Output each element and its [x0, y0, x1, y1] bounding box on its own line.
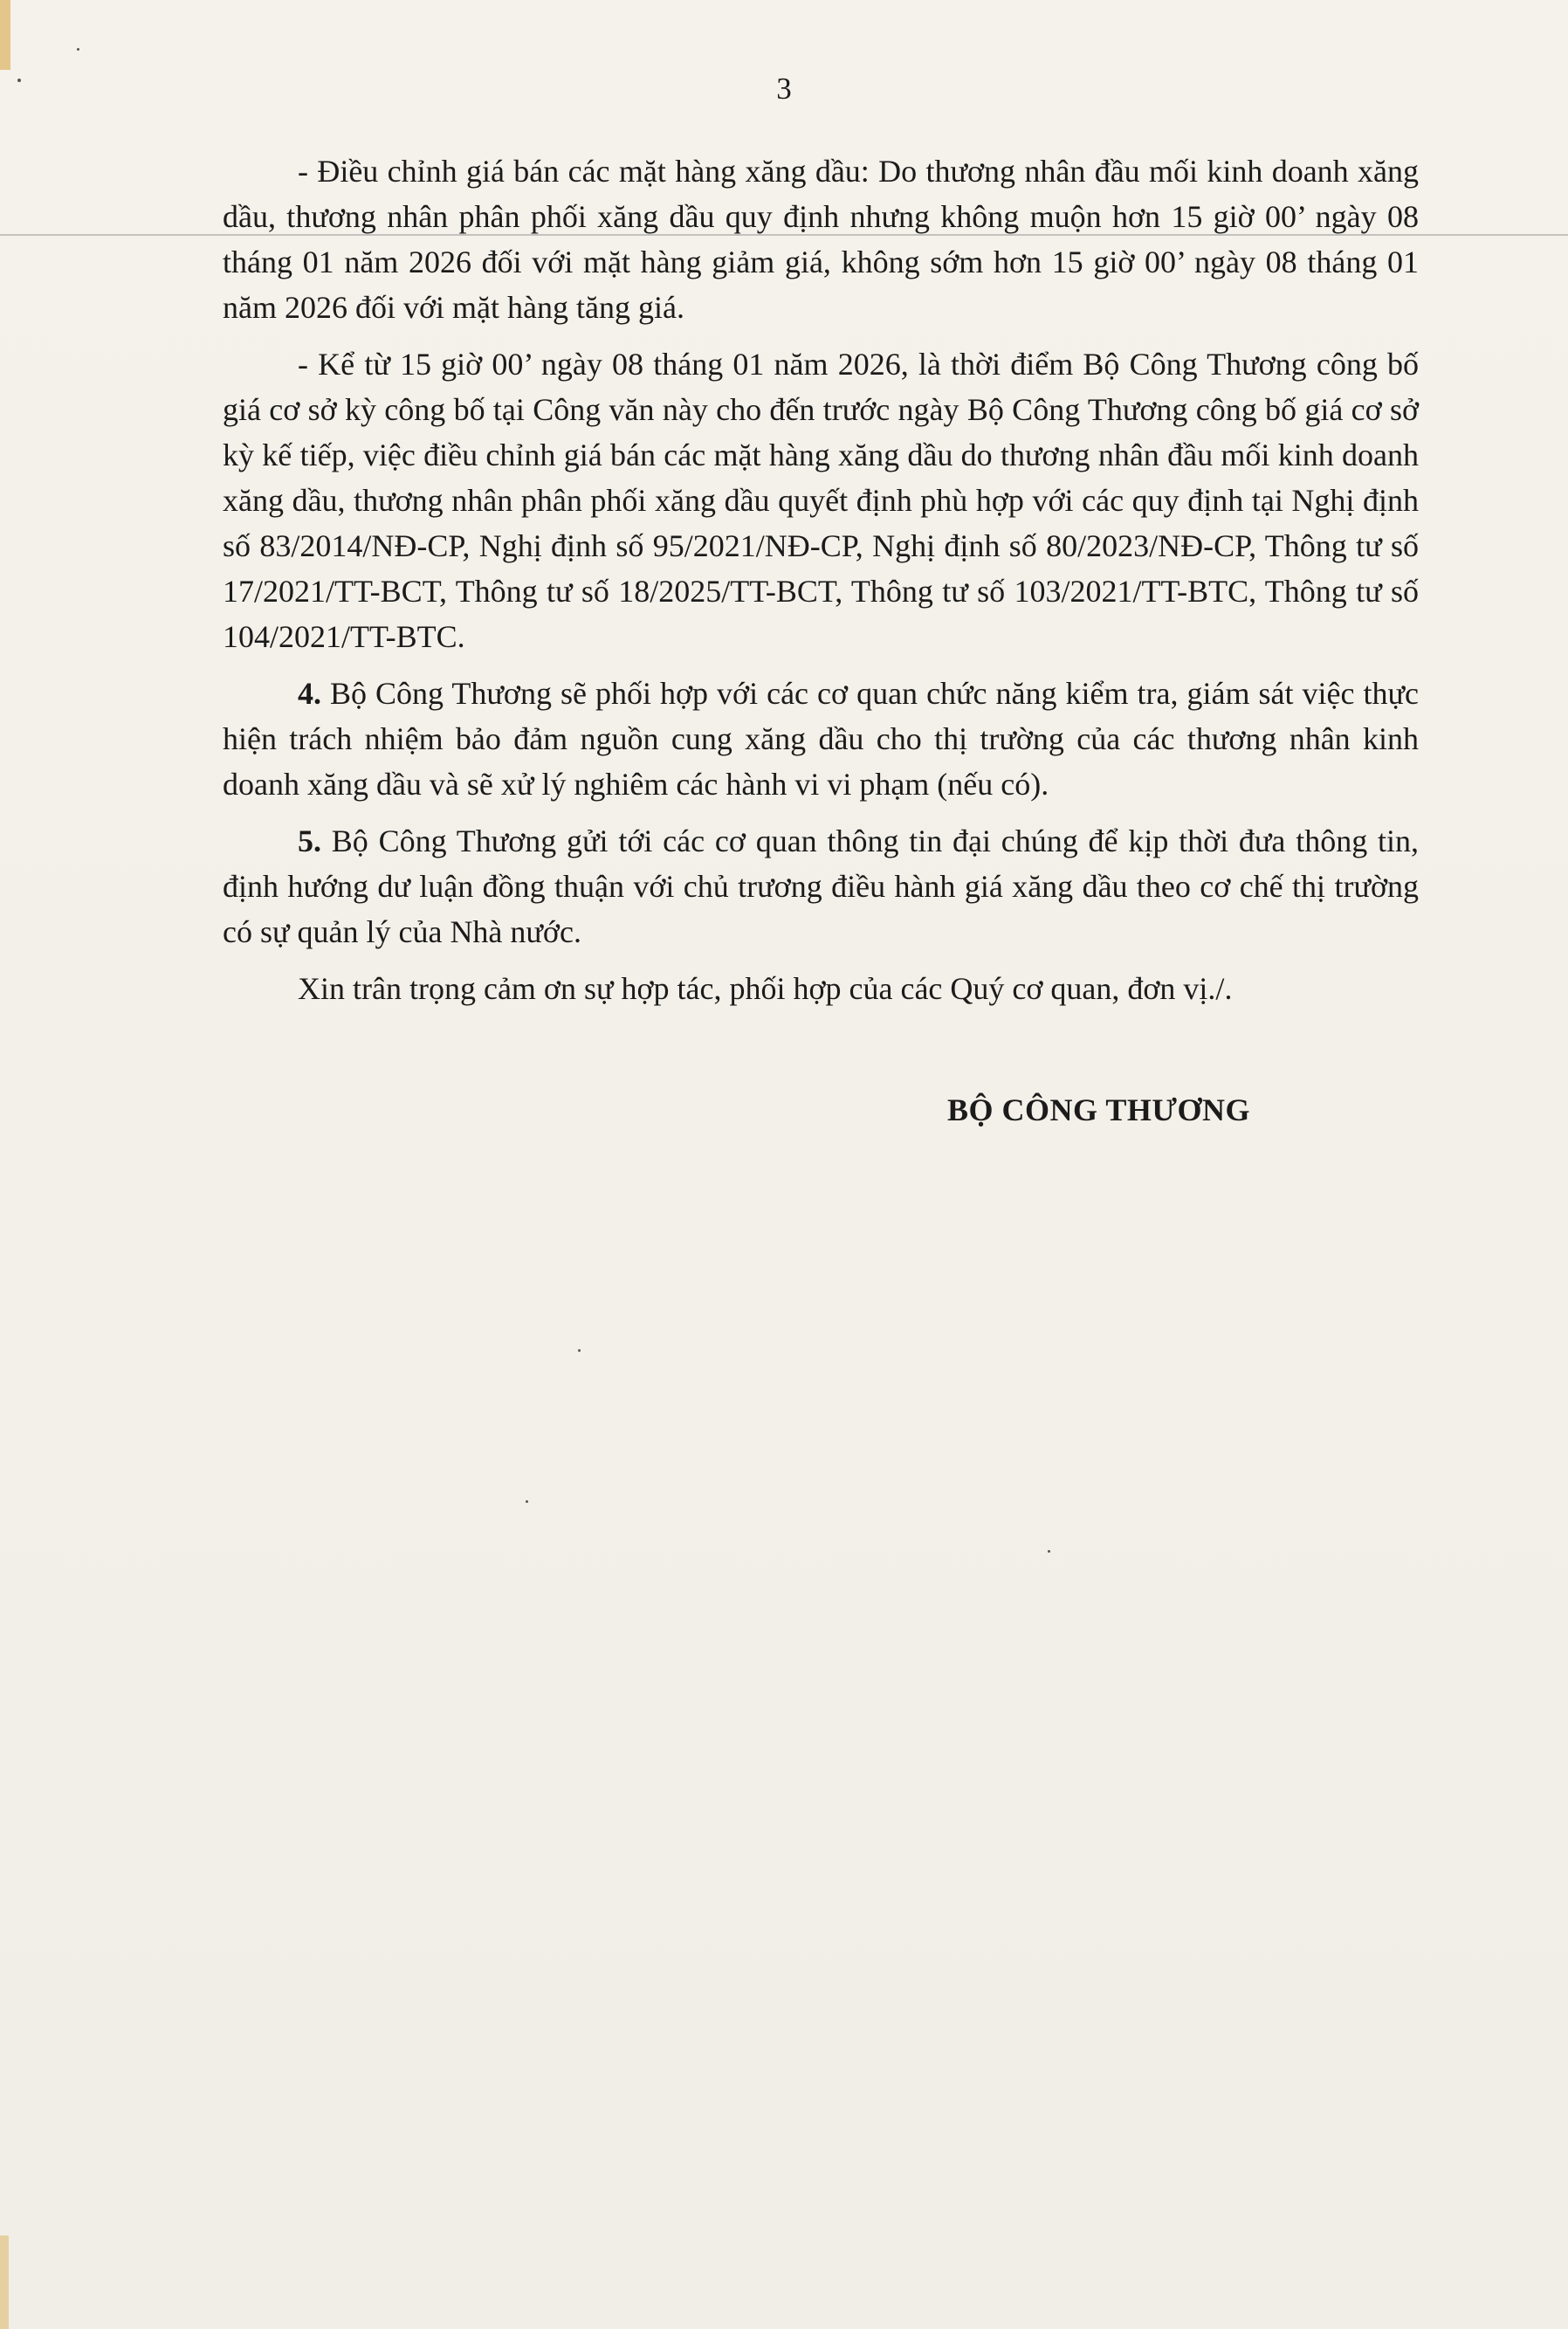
paragraph-item-5: [223, 818, 1419, 954]
paragraph-text: - Kể từ 15 giờ 00’ ngày 08 tháng 01 năm 2026, là thời điểm Bộ Công Thương công bố giá cơ sở kỳ công bố tại Công văn này cho đến trước ngày Bộ Công Thương công bố giá cơ sở kỳ kế tiếp, việc điều chỉnh giá bán các mặt hàng xăng dầu do thương nhân đầu mối kinh doanh xăng dầu, thương nhân phân phối xăng dầu quyết định phù hợp với các quy định tại Nghị định số 83/2014/NĐ-CP, Nghị định số 95/2021/NĐ-CP, Nghị định số 80/2023/NĐ-CP, Thông tư số 17/2021/TT-BCT, Thông tư số 18/2025/TT-BCT, Thông tư số 103/2021/TT-BTC, Thông tư số 104/2021/TT-BTC.: [223, 347, 1419, 654]
item-number: 4.: [298, 676, 321, 711]
page-number: 3: [776, 72, 792, 106]
scan-speck: [526, 1500, 528, 1503]
scan-speck: [77, 48, 79, 51]
scan-speck: [578, 1349, 581, 1352]
closing-line: Xin trân trọng cảm ơn sự hợp tác, phối hợp của các Quý cơ quan, đơn vị./.: [298, 971, 1233, 1006]
paragraph-text: Bộ Công Thương gửi tới các cơ quan thông tin đại chúng để kịp thời đưa thông tin, định hướng dư luận đồng thuận với chủ trương điều hành giá xăng dầu theo cơ chế thị trường có sự quản lý của Nhà nước.: [223, 823, 1419, 949]
document-body: [223, 148, 1419, 1011]
scan-speck: [1048, 1550, 1050, 1553]
scan-edge-stain: [0, 0, 10, 70]
paragraph-item-4: [223, 671, 1419, 807]
item-number: 5.: [298, 823, 321, 858]
paragraph-text: Bộ Công Thương sẽ phối hợp với các cơ quan chức năng kiểm tra, giám sát việc thực hiện trách nhiệm bảo đảm nguồn cung xăng dầu cho thị trường của các thương nhân kinh doanh xăng dầu và sẽ xử lý nghiêm các hành vi vi phạm (nếu có).: [223, 676, 1419, 802]
signature-block: BỘ CÔNG THƯƠNG: [947, 1092, 1251, 1127]
paragraph-price-adjustment: [223, 148, 1419, 330]
paragraph-effective-period: [223, 341, 1419, 659]
scan-edge-stain: [0, 2236, 9, 2329]
paragraph-text: - Điều chỉnh giá bán các mặt hàng xăng dầu: Do thương nhân đầu mối kinh doanh xăng dầu, thương nhân phân phối xăng dầu quy định nhưng không muộn hơn 15 giờ 00’ ngày 08 tháng 01 năm 2026 đối với mặt hàng giảm giá, không sớm hơn 15 giờ 00’ ngày 08 tháng 01 năm 2026 đối với mặt hàng tăng giá.: [223, 154, 1419, 325]
scan-speck: [17, 79, 21, 82]
